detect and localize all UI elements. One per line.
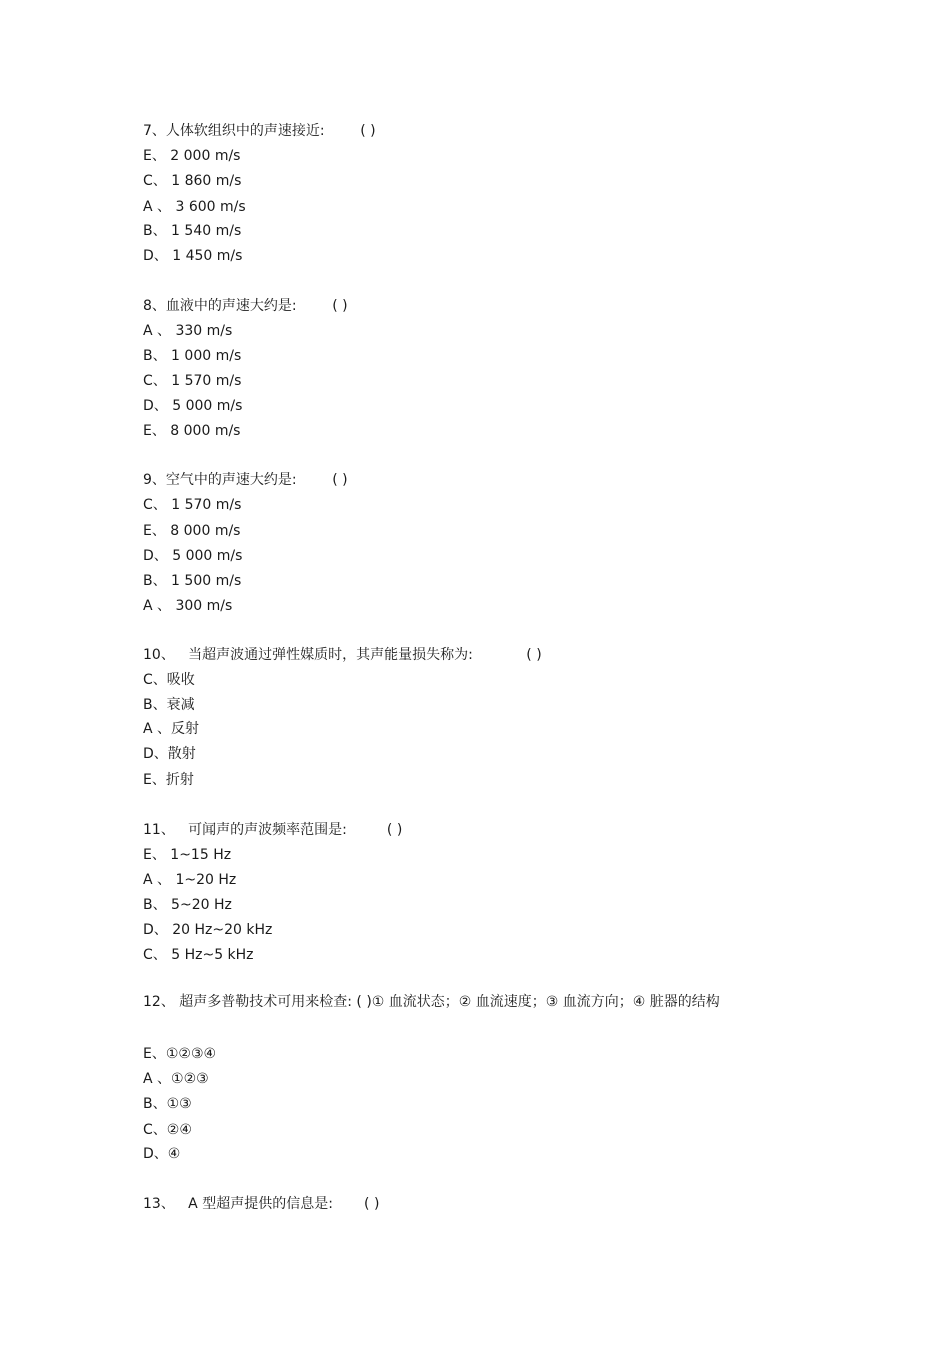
question-12-option: D、④ (143, 1146, 181, 1162)
question-9-option: C、 1 570 m/s (143, 497, 242, 513)
question-8-option: A 、 330 m/s (143, 323, 233, 339)
question-9-option: B、 1 500 m/s (143, 573, 242, 589)
question-11-stem: 11、 可闻声的声波频率范围是: ( ) (143, 822, 403, 838)
question-10-option: E、折射 (143, 772, 194, 788)
question-11-option: A 、 1~20 Hz (143, 872, 237, 888)
question-7-option: B、 1 540 m/s (143, 223, 242, 239)
question-7-stem: 7、人体软组织中的声速接近: ( ) (143, 123, 376, 139)
question-8-option: E、 8 000 m/s (143, 423, 241, 439)
question-8-stem: 8、血液中的声速大约是: ( ) (143, 298, 348, 314)
question-8-option: C、 1 570 m/s (143, 373, 242, 389)
question-12-option: A 、①②③ (143, 1071, 209, 1087)
question-7-option: C、 1 860 m/s (143, 173, 242, 189)
question-10-option: C、吸收 (143, 672, 195, 688)
question-9-option: A 、 300 m/s (143, 598, 233, 614)
question-12-stem: 12、 超声多普勒技术可用来检查: ( )① 血流状态；② 血流速度；③ 血流方向；④ 脏器的结构 (143, 994, 720, 1010)
question-12-option: B、①③ (143, 1096, 192, 1112)
question-7-option: D、 1 450 m/s (143, 248, 243, 264)
question-8-option: B、 1 000 m/s (143, 348, 242, 364)
question-11-option: E、 1~15 Hz (143, 847, 232, 863)
question-10-option: D、散射 (143, 746, 196, 762)
question-7-option: E、 2 000 m/s (143, 148, 241, 164)
question-13-stem: 13、 A 型超声提供的信息是: ( ) (143, 1196, 380, 1212)
question-10-stem: 10、 当超声波通过弹性媒质时，其声能量损失称为: ( ) (143, 647, 542, 663)
question-11-option: C、 5 Hz~5 kHz (143, 947, 254, 963)
question-12-option: C、②④ (143, 1122, 192, 1138)
question-8-option: D、 5 000 m/s (143, 398, 243, 414)
question-10-option: A 、反射 (143, 721, 200, 737)
question-9-option: E、 8 000 m/s (143, 523, 241, 539)
question-11-option: B、 5~20 Hz (143, 897, 232, 913)
question-9-stem: 9、空气中的声速大约是: ( ) (143, 472, 348, 488)
question-7-option: A 、 3 600 m/s (143, 199, 246, 215)
question-9-option: D、 5 000 m/s (143, 548, 243, 564)
question-12-option: E、①②③④ (143, 1046, 217, 1062)
question-11-option: D、 20 Hz~20 kHz (143, 922, 273, 938)
question-10-option: B、衰减 (143, 697, 195, 713)
